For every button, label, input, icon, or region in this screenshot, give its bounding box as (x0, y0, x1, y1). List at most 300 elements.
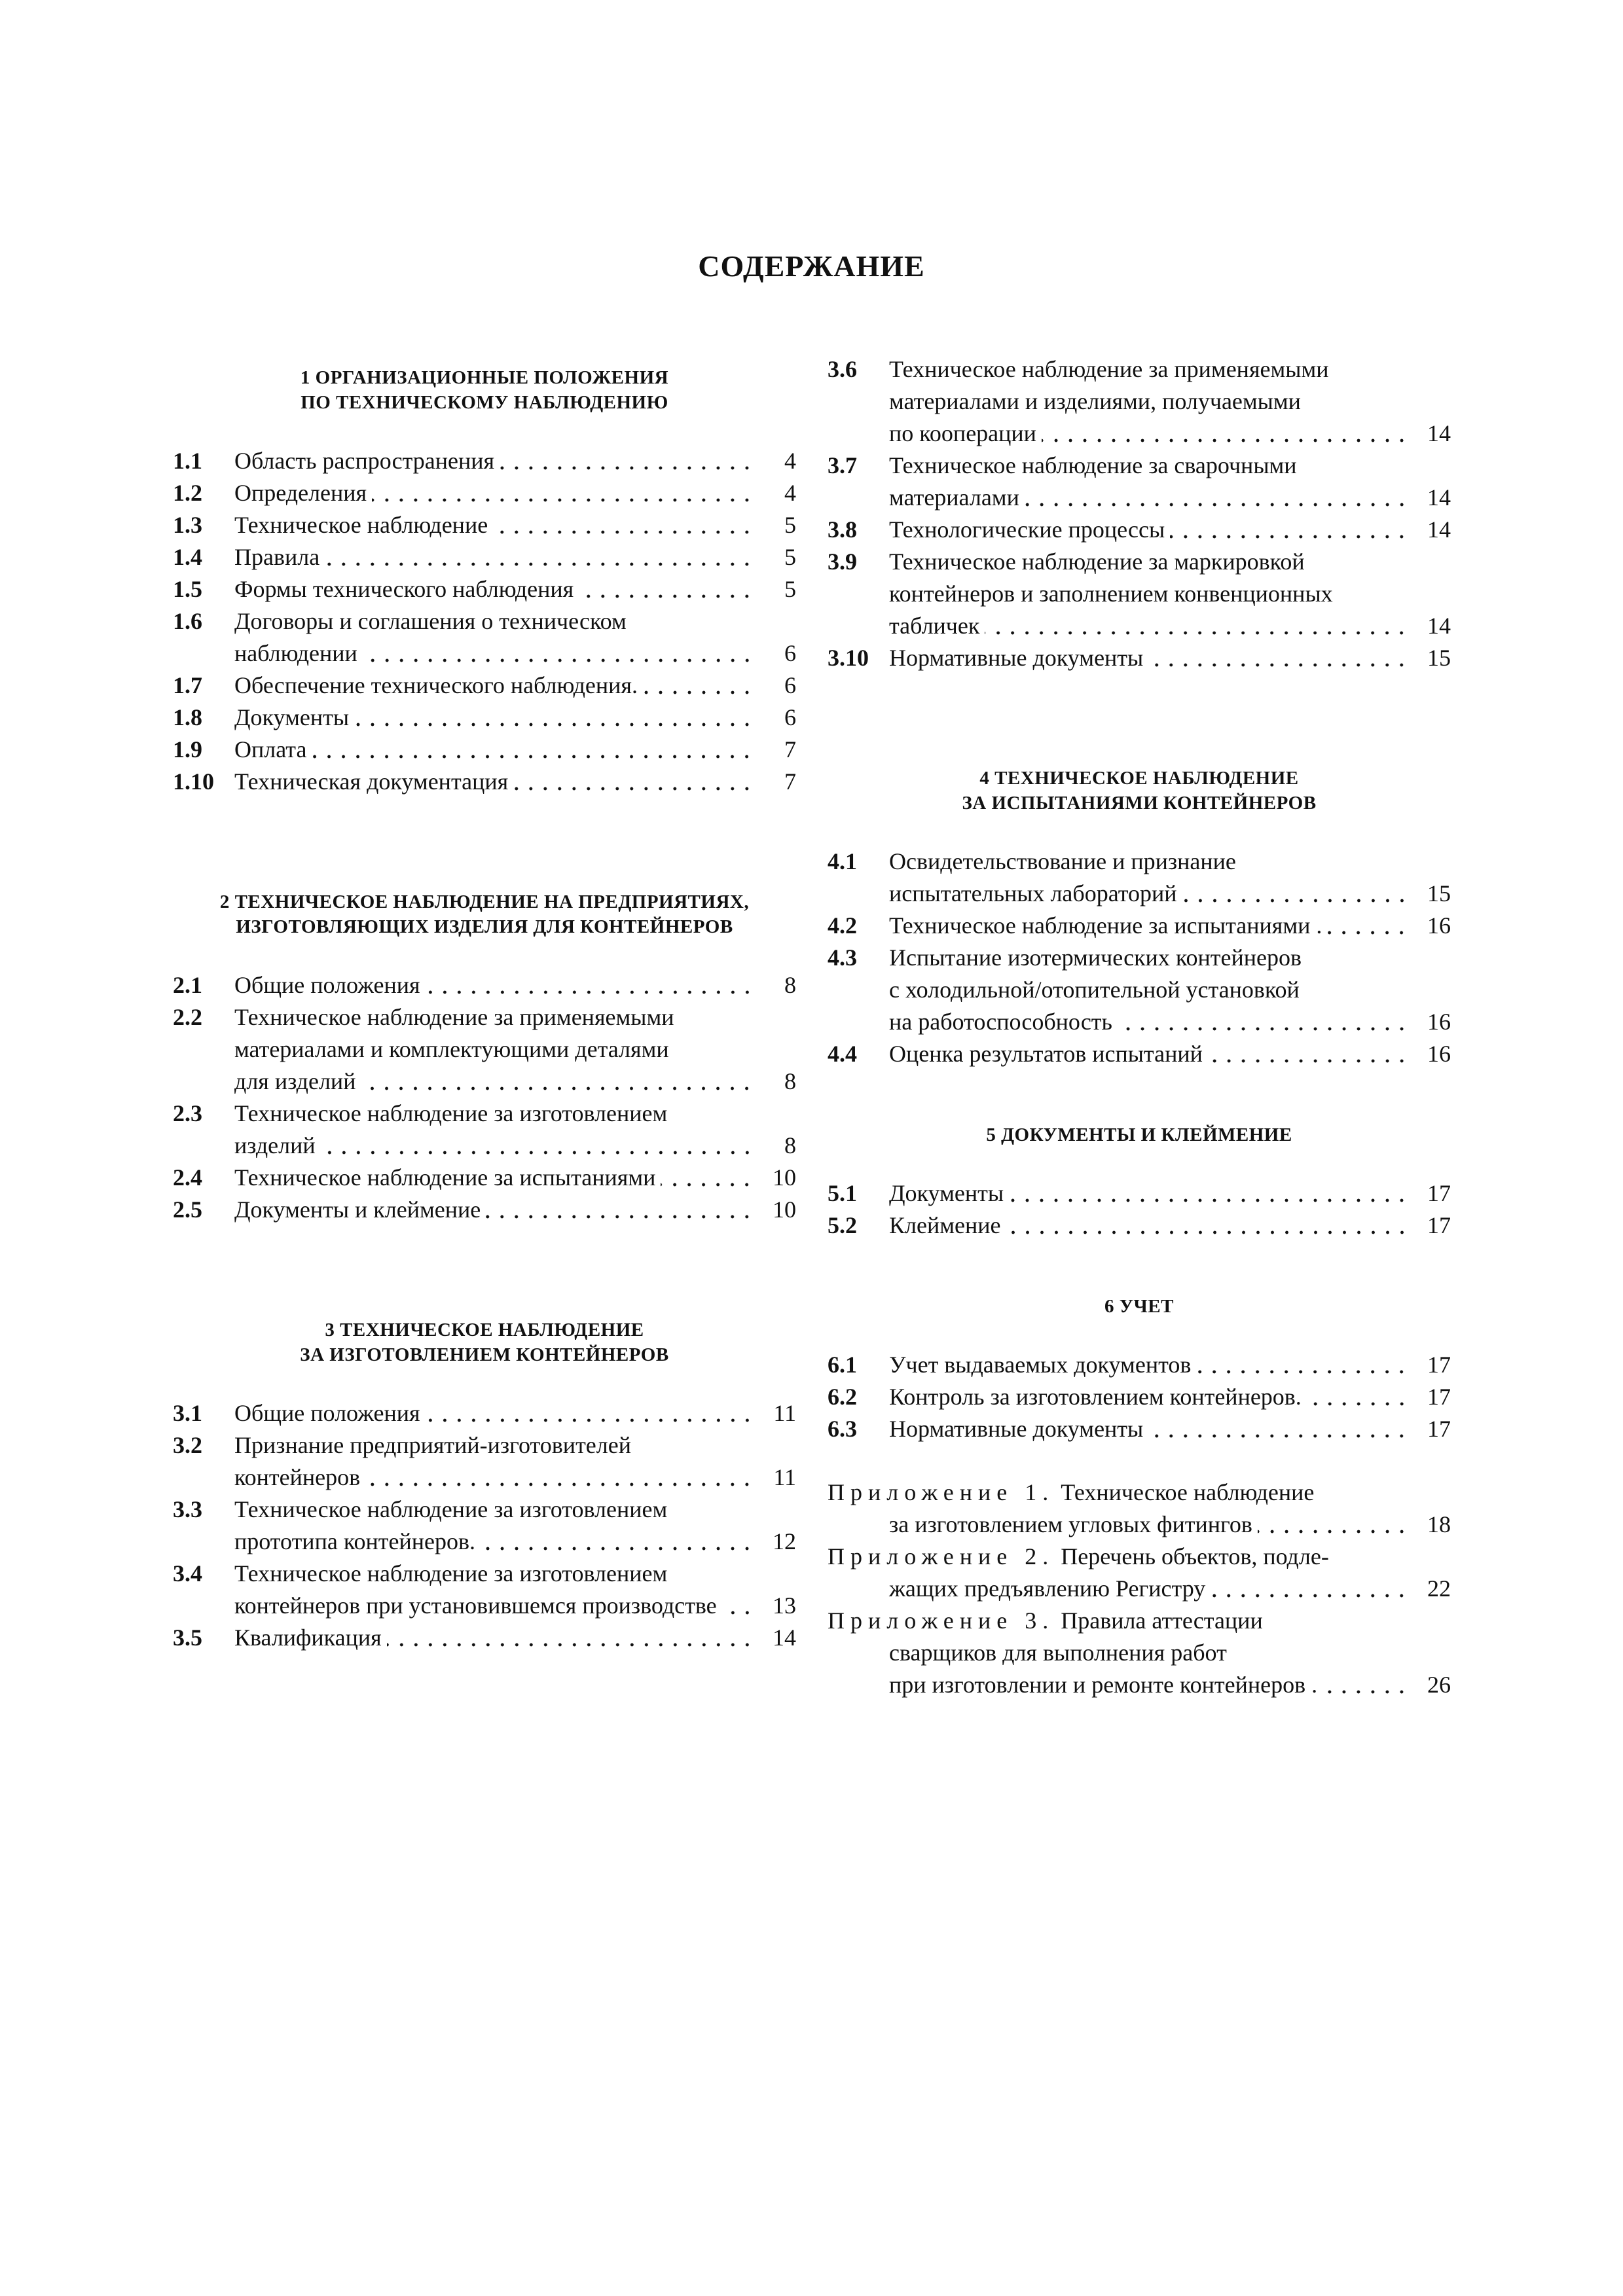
toc-entry-text: Признание предприятий-изготовителей (234, 1432, 631, 1458)
toc-entry-line (234, 1494, 796, 1526)
toc-entry-line (234, 573, 796, 605)
toc-section (828, 1122, 1451, 1242)
toc-page-number: 8 (784, 1132, 796, 1158)
toc-entry-text: испытательных лабораторий (889, 880, 1177, 906)
toc-entry[interactable] (173, 1494, 796, 1558)
toc-page-number: 11 (773, 1400, 796, 1426)
toc-entry[interactable] (173, 445, 796, 477)
toc-entry[interactable] (828, 1210, 1451, 1242)
toc-entry[interactable] (828, 514, 1451, 546)
toc-entry-text: Обеспечение технического наблюдения. (234, 672, 638, 698)
toc-entry-line (889, 974, 1451, 1006)
dot-leader (426, 969, 754, 1001)
toc-page-number: 5 (784, 512, 796, 538)
toc-entry-line (234, 969, 796, 1001)
toc-entry-number: 3.9 (828, 548, 857, 575)
dot-leader (387, 1622, 754, 1654)
toc-entry-number: 4.4 (828, 1041, 857, 1067)
section-heading: 3 ТЕХНИЧЕСКОЕ НАБЛЮДЕНИЕ ЗА ИЗГОТОВЛЕНИЕМ КОНТЕЙНЕРОВ (300, 1319, 669, 1365)
toc-entry-line (234, 477, 796, 509)
toc-entry-text: Документы (889, 1180, 1004, 1206)
appendix-spacer (1054, 1541, 1061, 1573)
toc-entry[interactable] (173, 509, 796, 541)
toc-entry-text: Техническое наблюдение за применяемыми (234, 1004, 674, 1030)
toc-entry[interactable] (828, 353, 1451, 450)
dot-leader (1170, 514, 1409, 546)
toc-entry-text: Техническое наблюдение за применяемыми (889, 356, 1329, 382)
toc-entry-text: материалами (889, 484, 1019, 511)
toc-entry-text: Техническое наблюдение за изготовлением (234, 1496, 668, 1522)
section-spacer (828, 674, 1451, 766)
toc-entry-line (889, 846, 1451, 878)
toc-entry-line (234, 1098, 796, 1130)
toc-entry-text: Техническое наблюдение за сварочными (889, 452, 1297, 478)
toc-entry-text: Оплата (234, 736, 307, 762)
dot-leader (312, 734, 754, 766)
toc-page-number: 7 (784, 736, 796, 762)
toc-entry-line (234, 734, 796, 766)
toc-entry-line (234, 1622, 796, 1654)
toc-entry-text: Общие положения (234, 1400, 420, 1426)
toc-entry[interactable] (173, 1194, 796, 1226)
toc-entry-line (889, 418, 1451, 450)
dot-leader (722, 1590, 754, 1622)
toc-entry-line (889, 1038, 1451, 1070)
toc-entry-line (889, 482, 1451, 514)
toc-entry-text: Определения (234, 480, 367, 506)
section-spacer (173, 1226, 796, 1318)
toc-entry-body (234, 670, 796, 702)
page-title: СОДЕРЖАНИЕ (698, 249, 925, 283)
toc-entry-text: Техническое наблюдение за изготовлением (234, 1100, 668, 1126)
toc-entry-body (234, 1397, 796, 1429)
toc-entry-number: 3.8 (828, 516, 857, 543)
toc-entry[interactable] (828, 1177, 1451, 1210)
toc-entry[interactable] (828, 1349, 1451, 1381)
appendix-page-number: 18 (1427, 1511, 1451, 1537)
dot-leader (1258, 1509, 1409, 1541)
toc-entry-line (889, 546, 1451, 578)
toc-entry-text: Область распространения (234, 448, 495, 474)
toc-section (828, 1294, 1451, 1445)
toc-entry[interactable] (173, 1558, 796, 1622)
appendix-label: Приложение 3. (828, 1607, 1055, 1634)
toc-entry-line (234, 1130, 796, 1162)
toc-entry-line (889, 450, 1451, 482)
toc-page-number: 10 (773, 1164, 796, 1191)
toc-entry-number: 6.2 (828, 1384, 857, 1410)
toc-entry-text: Техническое наблюдение за испытаниями . (889, 912, 1322, 939)
toc-entry-line (889, 610, 1451, 642)
toc-entry-body (234, 702, 796, 734)
toc-entry-number: 4.3 (828, 944, 857, 971)
toc-page-number: 17 (1427, 1352, 1451, 1378)
toc-entry-line (889, 578, 1451, 610)
toc-entry-text: Техническое наблюдение за испытаниями (234, 1164, 656, 1191)
toc-entry[interactable] (173, 541, 796, 573)
toc-entry-number: 2.2 (173, 1004, 202, 1030)
toc-entry-text: Общие положения (234, 972, 420, 998)
toc-entry-line (234, 605, 796, 637)
toc-entry-list (828, 1177, 1451, 1242)
dot-leader (361, 1066, 754, 1098)
toc-entry-number: 2.1 (173, 972, 202, 998)
appendix-entry[interactable] (828, 1477, 1451, 1541)
appendix-text: сварщиков для выполнения работ (889, 1640, 1227, 1666)
dot-leader (1182, 878, 1409, 910)
toc-entry-line (234, 702, 796, 734)
toc-entry-text: табличек (889, 613, 980, 639)
toc-page-number: 10 (773, 1196, 796, 1223)
toc-entry-text: контейнеров (234, 1464, 361, 1490)
toc-entry-line (234, 1162, 796, 1194)
toc-entry-body (234, 1494, 796, 1558)
toc-entry-line (889, 910, 1451, 942)
toc-entry-number: 1.4 (173, 544, 202, 570)
toc-page-number: 17 (1427, 1212, 1451, 1238)
toc-entry-text: Испытание изотермических контейнеров (889, 944, 1302, 971)
toc-entry-line (889, 1177, 1451, 1210)
dot-leader (643, 670, 754, 702)
toc-entry-body (234, 445, 796, 477)
section-heading: 6 УЧЕТ (1104, 1296, 1174, 1317)
toc-entry-body (234, 969, 796, 1001)
toc-entry[interactable] (173, 605, 796, 670)
toc-entry[interactable] (828, 846, 1451, 910)
toc-entry-text: Техническая документация (234, 768, 509, 795)
toc-entry-number: 1.9 (173, 736, 202, 762)
toc-page-number: 6 (784, 704, 796, 730)
toc-section (173, 889, 796, 1226)
toc-entry-body (889, 514, 1451, 546)
toc-page-number: 16 (1427, 1041, 1451, 1067)
toc-entry[interactable] (173, 477, 796, 509)
toc-entry-body (234, 1162, 796, 1194)
toc-entry-line (234, 1033, 796, 1066)
appendix-page-number: 26 (1427, 1672, 1451, 1698)
dot-leader (363, 637, 754, 670)
appendix-line (828, 1541, 1451, 1573)
toc-entry[interactable] (173, 1622, 796, 1654)
toc-entry-body (234, 605, 796, 670)
appendix-text: за изготовлением угловых фитингов (889, 1511, 1252, 1537)
section-heading: 2 ТЕХНИЧЕСКОЕ НАБЛЮДЕНИЕ НА ПРЕДПРИЯТИЯХ, ИЗГОТОВЛЯЮЩИХ ИЗДЕЛИЯ ДЛЯ КОНТЕЙНЕРОВ (219, 891, 750, 937)
appendix-line (828, 1669, 1451, 1701)
toc-entry-number: 1.1 (173, 448, 202, 474)
toc-entry-line (234, 637, 796, 670)
toc-entry-body (889, 642, 1451, 674)
toc-entry-line (234, 670, 796, 702)
toc-entry-number: 3.4 (173, 1560, 202, 1587)
toc-entry-number: 1.6 (173, 608, 202, 634)
toc-entry-number: 3.2 (173, 1432, 202, 1458)
toc-page-number: 14 (1427, 613, 1451, 639)
toc-entry-list (173, 1397, 796, 1654)
toc-entry-body (889, 1349, 1451, 1381)
toc-entry-body (889, 1413, 1451, 1445)
dot-leader (321, 1130, 754, 1162)
toc-entry-body (234, 509, 796, 541)
appendix-spacer (1054, 1477, 1061, 1509)
toc-entry-text: Техническое наблюдение за изготовлением (234, 1560, 668, 1587)
toc-page-number: 13 (773, 1592, 796, 1619)
dot-leader (1211, 1573, 1409, 1605)
appendix-text: при изготовлении и ремонте контейнеров . (889, 1672, 1318, 1698)
toc-entry[interactable] (173, 1001, 796, 1098)
toc-entry-number: 5.1 (828, 1180, 857, 1206)
section-heading: 5 ДОКУМЕНТЫ И КЛЕЙМЕНИЕ (986, 1124, 1292, 1145)
toc-entry-text: на работоспособность (889, 1009, 1112, 1035)
toc-entry-text: для изделий (234, 1068, 356, 1094)
dot-leader (354, 702, 754, 734)
dot-leader (579, 573, 754, 605)
toc-entry-number: 3.10 (828, 645, 869, 671)
toc-section (828, 766, 1451, 1070)
toc-entry-text: контейнеров при установившемся производстве (234, 1592, 717, 1619)
toc-entry-number: 1.3 (173, 512, 202, 538)
appendix-label: Приложение 2. (828, 1543, 1055, 1570)
toc-entry-number: 2.5 (173, 1196, 202, 1223)
toc-entry-number: 5.2 (828, 1212, 857, 1238)
appendix-text: Перечень объектов, подле- (1061, 1543, 1329, 1570)
toc-page-number: 12 (773, 1528, 796, 1554)
toc-entry-text: контейнеров и заполнением конвенционных (889, 581, 1333, 607)
toc-entry[interactable] (173, 734, 796, 766)
toc-entry-line (234, 766, 796, 798)
toc-entry-number: 1.5 (173, 576, 202, 602)
toc-entry-text: Освидетельствование и признание (889, 848, 1236, 874)
section-spacer (173, 798, 796, 889)
toc-entry-number: 3.1 (173, 1400, 202, 1426)
dot-leader (1148, 642, 1409, 674)
section-heading: 4 ТЕХНИЧЕСКОЕ НАБЛЮДЕНИЕ ЗА ИСПЫТАНИЯМИ КОНТЕЙНЕРОВ (962, 768, 1317, 814)
toc-entry-list (828, 846, 1451, 1070)
toc-entry-body (889, 546, 1451, 642)
appendix-line (828, 1477, 1451, 1509)
appendix-page-number: 22 (1427, 1575, 1451, 1602)
toc-entry[interactable] (828, 942, 1451, 1038)
toc-entry-body (234, 766, 796, 798)
dot-leader (985, 610, 1409, 642)
toc-entry-body (234, 1622, 796, 1654)
dot-leader (426, 1397, 754, 1429)
toc-entry-number: 3.5 (173, 1624, 202, 1651)
toc-entry-line (234, 1397, 796, 1429)
toc-entry-line (889, 353, 1451, 386)
toc-section (173, 365, 796, 798)
toc-entry-list (173, 969, 796, 1226)
appendix-spacer (1054, 1605, 1061, 1637)
appendix-line (828, 1605, 1451, 1637)
toc-entry-number: 1.7 (173, 672, 202, 698)
toc-entry-body (234, 1558, 796, 1622)
toc-entry-text: Техническое наблюдение за маркировкой (889, 548, 1305, 575)
toc-entry-line (234, 1429, 796, 1462)
toc-entry[interactable] (828, 910, 1451, 942)
toc-entry-line (234, 509, 796, 541)
dot-leader (1148, 1413, 1409, 1445)
toc-left-column (173, 365, 796, 1654)
appendix-text: жащих предъявлению Регистру (889, 1575, 1206, 1602)
toc-entry-body (889, 1038, 1451, 1070)
toc-entry-body (889, 1210, 1451, 1242)
toc-page-number: 5 (784, 576, 796, 602)
toc-entry-line (234, 1526, 796, 1558)
toc-section (828, 353, 1451, 674)
toc-entry-number: 1.10 (173, 768, 214, 795)
toc-entry-body (234, 1098, 796, 1162)
toc-page-number: 6 (784, 640, 796, 666)
toc-entry[interactable] (828, 642, 1451, 674)
toc-entry-line (889, 1413, 1451, 1445)
toc-entry[interactable] (173, 766, 796, 798)
toc-entry-number: 6.1 (828, 1352, 857, 1378)
toc-entry-body (889, 450, 1451, 514)
dot-leader (1307, 1381, 1409, 1413)
dot-leader (513, 766, 754, 798)
toc-entry-text: Оценка результатов испытаний (889, 1041, 1203, 1067)
toc-entry[interactable] (173, 969, 796, 1001)
toc-entry[interactable] (173, 1397, 796, 1429)
toc-entry-line (234, 541, 796, 573)
dot-leader (1327, 910, 1409, 942)
toc-entry-list (828, 353, 1451, 674)
dot-leader (661, 1162, 754, 1194)
toc-page-number: 5 (784, 544, 796, 570)
toc-entry-text: Техническое наблюдение (234, 512, 488, 538)
toc-entry-line (889, 1210, 1451, 1242)
dot-leader (365, 1462, 754, 1494)
toc-right-column (828, 353, 1451, 1701)
toc-entry-line (234, 1066, 796, 1098)
toc-page-number: 16 (1427, 912, 1451, 939)
toc-entry[interactable] (828, 1038, 1451, 1070)
appendix-text: Правила аттестации (1061, 1607, 1263, 1634)
toc-entry[interactable] (828, 450, 1451, 514)
section-heading: 1 ОРГАНИЗАЦИОННЫЕ ПОЛОЖЕНИЯ ПО ТЕХНИЧЕСКОМУ НАБЛЮДЕНИЮ (300, 367, 669, 413)
appendix-line (828, 1509, 1451, 1541)
toc-entry-body (889, 942, 1451, 1038)
toc-entry-line (889, 514, 1451, 546)
toc-entry-body (889, 353, 1451, 450)
dot-leader (1006, 1210, 1410, 1242)
toc-entry-text: Квалификация (234, 1624, 382, 1651)
appendix-entry[interactable] (828, 1541, 1451, 1605)
toc-entry-line (234, 1590, 796, 1622)
toc-entry-number: 6.3 (828, 1416, 857, 1442)
toc-entry-text: Клеймение (889, 1212, 1001, 1238)
toc-page-number: 8 (784, 972, 796, 998)
toc-entry-body (889, 910, 1451, 942)
toc-entry[interactable] (828, 1413, 1451, 1445)
toc-entry-body (234, 1001, 796, 1098)
toc-page-number: 11 (773, 1464, 796, 1490)
toc-entry[interactable] (173, 670, 796, 702)
toc-entry-body (234, 1429, 796, 1494)
toc-page-number: 4 (784, 448, 796, 474)
toc-page-number: 17 (1427, 1416, 1451, 1442)
toc-entry-number: 3.7 (828, 452, 857, 478)
appendix-label: Приложение 1. (828, 1479, 1055, 1505)
toc-entry-line (889, 1006, 1451, 1038)
toc-page-number: 4 (784, 480, 796, 506)
toc-section (173, 1318, 796, 1654)
toc-entry-body (234, 541, 796, 573)
toc-page-number: 6 (784, 672, 796, 698)
toc-entry-list (173, 445, 796, 798)
toc-entry-text: Формы технического наблюдения (234, 576, 574, 602)
toc-entry-body (889, 846, 1451, 910)
toc-entry[interactable] (173, 573, 796, 605)
dot-leader (1009, 1177, 1409, 1210)
dot-leader (1025, 482, 1409, 514)
toc-entry-text: Документы (234, 704, 350, 730)
toc-entry-body (889, 1381, 1451, 1413)
toc-page-number: 14 (1427, 420, 1451, 446)
toc-entry-line (234, 1194, 796, 1226)
toc-entry[interactable] (173, 702, 796, 734)
toc-entry-text: изделий (234, 1132, 316, 1158)
toc-page-number: 16 (1427, 1009, 1451, 1035)
toc-entry[interactable] (173, 1162, 796, 1194)
toc-entry[interactable] (173, 1098, 796, 1162)
appendix-entry[interactable] (828, 1605, 1451, 1701)
toc-entry-body (234, 477, 796, 509)
dot-leader (493, 509, 754, 541)
dot-leader (325, 541, 754, 573)
toc-entry-text: Правила (234, 544, 320, 570)
toc-entry-line (889, 878, 1451, 910)
toc-entry-line (889, 386, 1451, 418)
dot-leader (1196, 1349, 1409, 1381)
toc-entry[interactable] (173, 1429, 796, 1494)
toc-entry-number: 4.2 (828, 912, 857, 939)
dot-leader (1118, 1006, 1409, 1038)
dot-leader (500, 445, 754, 477)
appendix-list (828, 1477, 1451, 1701)
appendix-text: Техническое наблюдение (1061, 1479, 1315, 1505)
toc-entry-number: 2.3 (173, 1100, 202, 1126)
toc-entry-number: 4.1 (828, 848, 857, 874)
dot-leader (486, 1194, 754, 1226)
toc-entry-text: Нормативные документы (889, 1416, 1144, 1442)
toc-page-number: 17 (1427, 1180, 1451, 1206)
toc-entry-text: Контроль за изготовлением контейнеров. (889, 1384, 1302, 1410)
dot-leader (1042, 418, 1409, 450)
toc-entry[interactable] (828, 546, 1451, 642)
toc-entry-line (889, 1381, 1451, 1413)
toc-entry-number: 1.2 (173, 480, 202, 506)
toc-entry-text: Договоры и соглашения о техническом (234, 608, 627, 634)
section-spacer (828, 1070, 1451, 1122)
toc-entry[interactable] (828, 1381, 1451, 1413)
toc-entry-line (889, 942, 1451, 974)
toc-entry-number: 2.4 (173, 1164, 202, 1191)
toc-entry-text: Технологические процессы (889, 516, 1165, 543)
toc-page-number: 7 (784, 768, 796, 795)
dot-leader (481, 1526, 754, 1558)
toc-entry-text: Нормативные документы (889, 645, 1144, 671)
toc-page-number: 15 (1427, 645, 1451, 671)
toc-entry-text: Учет выдаваемых документов (889, 1352, 1192, 1378)
appendix-line (828, 1573, 1451, 1605)
toc-page-number: 14 (773, 1624, 796, 1651)
toc-entry-line (234, 1001, 796, 1033)
toc-entry-text: материалами и изделиями, получаемыми (889, 388, 1301, 414)
toc-entry-text: материалами и комплектующими деталями (234, 1036, 669, 1062)
toc-entry-text: наблюдении (234, 640, 357, 666)
toc-entry-line (234, 445, 796, 477)
